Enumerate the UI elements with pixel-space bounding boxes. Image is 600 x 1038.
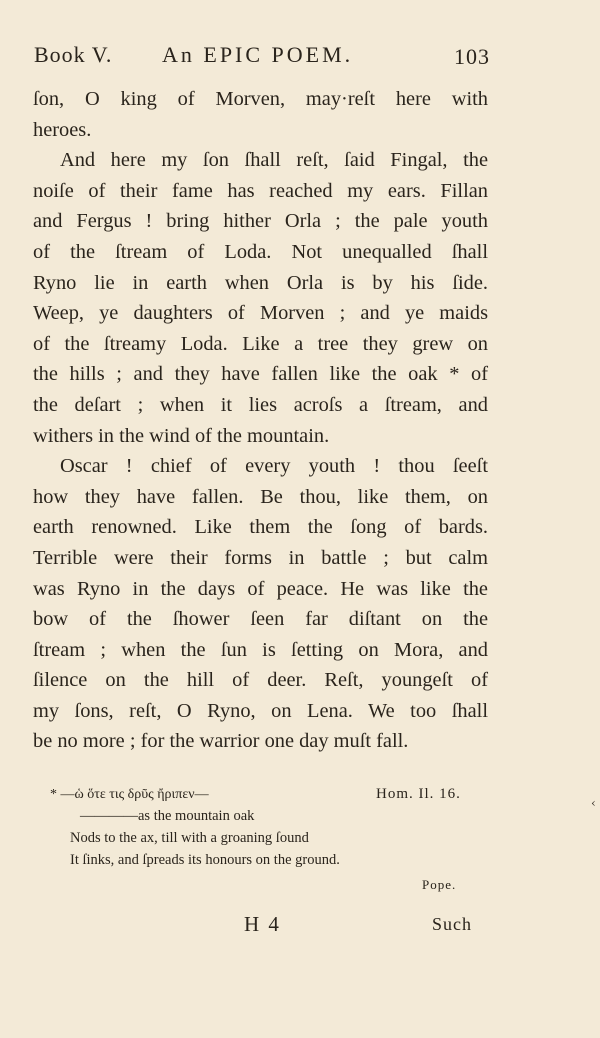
text-line: Weep, ye daughters of Morven ; and ye maids [33, 302, 488, 325]
text-line: withers in the wind of the mountain. [33, 424, 330, 447]
body-text [33, 84, 488, 757]
text-line: and Fergus ! bring hither Orla ; the pale youth [33, 210, 488, 233]
footnote-attribution: Pope. [422, 877, 457, 892]
text-line: Oscar ! chief of every youth ! thou ſeeſt [60, 455, 488, 478]
text-line: how they have fallen. Be thou, like them, on [33, 485, 488, 508]
signature-mark: H 4 [244, 912, 281, 936]
text-line: the hills ; and they have fallen like the oak * of [33, 363, 488, 386]
text-line: ſon, O king of Morven, may·reſt here with [33, 88, 488, 110]
margin-mark: ‹ [591, 796, 596, 810]
text-line: Ryno lie in earth when Orla is by his ſide. [33, 271, 488, 294]
text-line: earth renowned. Like them the ſong of bards. [33, 516, 488, 539]
text-line: the deſart ; when it lies acroſs a ſtream, and [33, 393, 488, 416]
text-line: ſilence on the hill of deer. Reſt, youngeſt of [33, 669, 488, 692]
footnote-reference: Hom. Il. 16. [376, 786, 461, 802]
text-line: noiſe of their fame has reached my ears. Fillan [33, 179, 488, 202]
page-footer [0, 912, 600, 942]
text-line: was Ryno in the days of peace. He was like the [33, 577, 488, 600]
text-line: heroes. [33, 118, 92, 141]
text-line: my ſons, reſt, O Ryno, on Lena. We too ſhall [33, 699, 488, 722]
footnote-quote-line: It ſinks, and ſpreads its honours on the ground. [70, 852, 340, 868]
running-head-book: Book V. [34, 42, 113, 67]
text-line: of the ſtreamy Loda. Like a tree they grew on [33, 332, 488, 355]
footnote-quote-line: ————as the mountain oak [80, 808, 255, 824]
running-head-title: An EPIC POEM. [162, 42, 354, 67]
catchword: Such [432, 914, 472, 934]
text-line: ſtream ; when the ſun is ſetting on Mora, and [33, 638, 488, 661]
text-line: be no more ; for the warrior one day muſt fall. [33, 730, 409, 753]
text-line: of the ſtream of Loda. Not unequalled ſhall [33, 240, 488, 263]
footnote [50, 784, 470, 894]
footnote-quote-line: Nods to the ax, till with a groaning ſound [70, 830, 309, 846]
text-line: bow of the ſhower ſeen far diſtant on the [33, 608, 488, 631]
page-number: 103 [454, 44, 490, 69]
footnote-greek-quote: * —ὡ ὅτε τις δρῦς ἤριπεν— [50, 787, 209, 802]
text-line: And here my ſon ſhall reſt, ſaid Fingal, the [60, 149, 488, 172]
text-line: Terrible were their forms in battle ; but calm [33, 546, 488, 569]
